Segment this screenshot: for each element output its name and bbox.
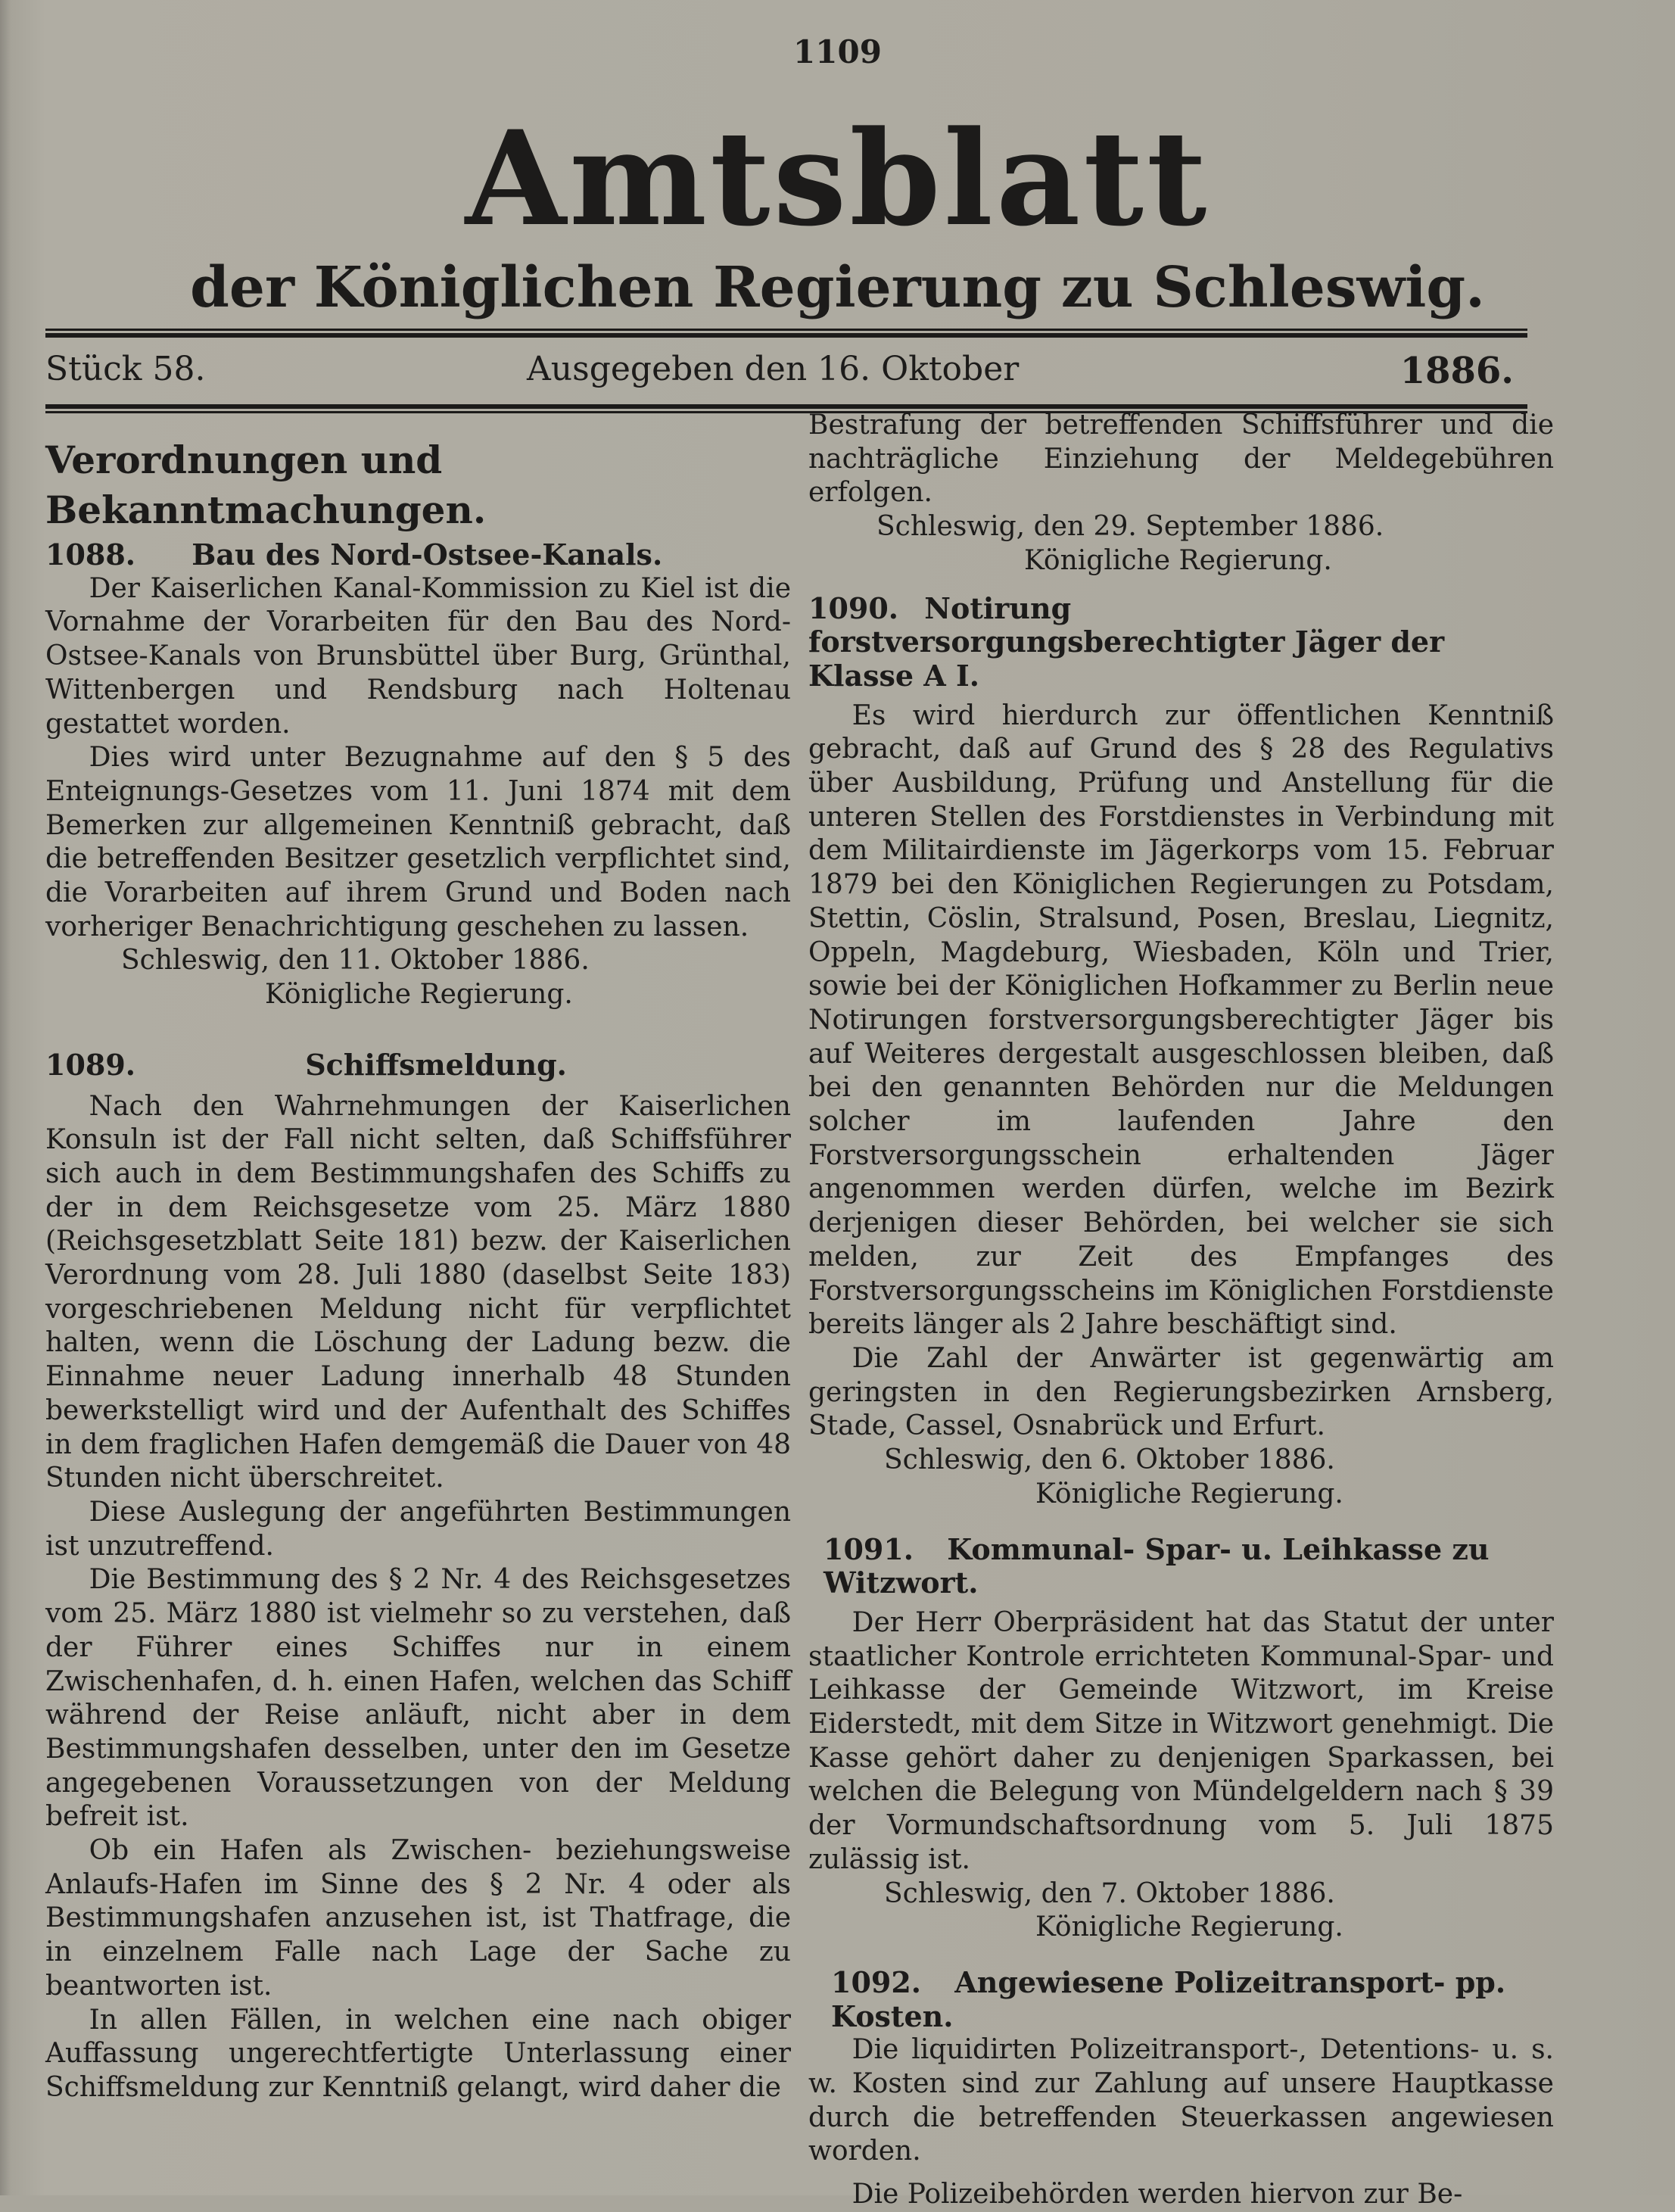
article-1089-para5: In allen Fällen, in welchen eine nach obiger Auffassung ungerechtfertigte Unterlassung einer Schiffsmeldung zur Kenntniß gelangt, wird daher die xyxy=(45,2004,791,2103)
page-number: 1109 xyxy=(793,33,882,70)
article-1088-title: Bau des Nord-Ostsee-Kanals. xyxy=(191,537,663,572)
article-1089-para4: Ob ein Hafen als Zwischen- beziehungsweise Anlaufs-Hafen im Sinne des § 2 Nr. 4 oder als Bestimmungshafen anzusehen ist, ist Thatfrage, die in einzelnem Falle nach Lage der Sache zu beantworten ist. xyxy=(45,1835,791,2002)
article-1092-para1: Die liquidirten Polizeitransport-, Detentions- u. s. w. Kosten sind zur Zahlung auf unsere Hauptkasse durch die betreffenden Steuerkassen angewiesen worden. xyxy=(808,2034,1554,2167)
article-1091-signature: Königliche Regierung. xyxy=(1035,1911,1343,1943)
section-title: Verordnungen und Bekanntmachungen. xyxy=(45,438,487,532)
article-1091-number: 1091. xyxy=(823,1531,914,1566)
article-1090-place-date: Schleswig, den 6. Oktober 1886. xyxy=(884,1444,1335,1476)
issue-line xyxy=(45,350,1514,395)
article-1091-para1: Der Herr Oberpräsident hat das Statut der unter staatlicher Kontrole errichteten Kommunal-Spar- und Leihkasse der Gemeinde Witzwort, im Kreise Eiderstedt, mit dem Sitze in Witzwort genehmigt. Die Kasse gehört daher zu denjenigen Sparkassen, bei welchen die Belegung von Mündelgeldern nach § 39 der Vormundschaftsordnung vom 5. Juli 1875 zulässig ist. xyxy=(808,1606,1554,1875)
issue-date: Ausgegeben den 16. Oktober xyxy=(527,350,1020,388)
left-column xyxy=(45,435,791,2105)
masthead-title: Amtsblatt xyxy=(465,101,1210,255)
article-1090-heading xyxy=(808,592,1554,693)
article-1091-heading xyxy=(808,1533,1554,1600)
article-1090-title: Notirung forstversorgungsberechtigter Jäger der Klasse A I. xyxy=(808,590,1445,693)
article-1088-para2: Dies wird unter Bezugnahme auf den § 5 des Enteignungs-Gesetzes vom 11. Juni 1874 mit dem Bemerken zur allgemeinen Kenntniß gebracht, daß die betreffenden Besitzer gesetzlich verpflichtet sind, die Vorarbeiten auf ihrem Grund und Boden nach vorheriger Benachrichtigung geschehen zu lassen. xyxy=(45,742,791,942)
issue-year: 1886. xyxy=(1399,350,1514,392)
right-column xyxy=(808,409,1554,2212)
article-1088-signature: Königliche Regierung. xyxy=(265,979,573,1011)
issue-number: Stück 58. xyxy=(45,350,206,388)
article-1088-heading xyxy=(45,538,791,572)
continued-signature: Königliche Regierung. xyxy=(1024,544,1332,576)
article-1089-number: 1089. xyxy=(45,1047,135,1082)
article-1089-para2: Diese Auslegung der angeführten Bestimmungen ist unzutreffend. xyxy=(45,1496,791,1562)
rule-top-thin xyxy=(45,329,1527,331)
article-1090-signature: Königliche Regierung. xyxy=(1035,1478,1343,1509)
article-1089-para3: Die Bestimmung des § 2 Nr. 4 des Reichsgesetzes vom 25. März 1880 ist vielmehr so zu verstehen, daß der Führer eines Schiffes nur in einem Zwischenhafen, d. h. einen Hafen, welchen das Schiff während der Reise anläuft, nicht aber in dem Bestimmungshafen desselben, unter den im Gesetze angegebenen Voraussetzungen von der Meldung befreit ist. xyxy=(45,1564,791,1833)
article-1092-heading xyxy=(808,1966,1554,2033)
article-1088-para1: Der Kaiserlichen Kanal-Kommission zu Kiel ist die Vornahme der Vorarbeiten für den Bau des Nord-Ostsee-Kanals von Brunsbüttel über Burg, Grünthal, Wittenbergen und Rendsburg nach Holtenau gestattet worden. xyxy=(45,572,791,740)
article-1091-place-date: Schleswig, den 7. Oktober 1886. xyxy=(884,1877,1335,1909)
article-1089-heading xyxy=(45,1048,791,1083)
article-1092-title: Angewiesene Polizeitransport- pp. Kosten. xyxy=(831,1964,1506,2033)
article-1089-para1: Nach den Wahrnehmungen der Kaiserlichen Konsuln ist der Fall nicht selten, daß Schiffsführer sich auch in dem Bestimmungshafen des Schiffs zu der in dem Reichsgesetze vom 25. März 1880 (Reichsgesetzblatt Seite 181) bezw. der Kaiserlichen Verordnung vom 28. Juli 1880 (daselbst Seite 183) vorgeschriebenen Meldung nicht für verpflichtet halten, wenn die Löschung der Ladung bezw. die Einnahme neuer Ladung innerhalb 48 Stunden bewerkstelligt wird und der Aufenthalt des Schiffes in dem fraglichen Hafen demgemäß die Dauer von 48 Stunden nicht überschreitet. xyxy=(45,1090,791,1494)
masthead-subtitle: der Königlichen Regierung zu Schleswig. xyxy=(190,255,1485,320)
article-1090-para2: Die Zahl der Anwärter ist gegenwärtig am geringsten in den Regierungsbezirken Arnsberg, Stade, Cassel, Osnabrück und Erfurt. xyxy=(808,1342,1554,1442)
continued-text: Bestrafung der betreffenden Schiffsführer und die nachträgliche Einziehung der Meldegebühren erfolgen. xyxy=(808,410,1554,509)
continued-place-date: Schleswig, den 29. September 1886. xyxy=(876,511,1384,543)
article-1088-number: 1088. xyxy=(45,537,135,572)
article-1092-number: 1092. xyxy=(831,1964,921,1999)
article-1092-para2: Die Polizeibehörden werden hiervon zur Be- xyxy=(852,2179,1463,2210)
article-1091-title: Kommunal- Spar- u. Leihkasse zu Witzwort. xyxy=(823,1531,1490,1600)
article-1090-number: 1090. xyxy=(808,590,898,625)
rule-top-thick xyxy=(45,333,1527,338)
article-1090-para1: Es wird hierdurch zur öffentlichen Kenntniß gebracht, daß auf Grund des § 28 des Regulativs über Ausbildung, Prüfung und Anstellung für die unteren Stellen des Forstdienstes in Verbindung mit dem Militairdienste im Jägerkorps vom 15. Februar 1879 bei den Königlichen Regierungen zu Potsdam, Stettin, Cöslin, Stralsund, Posen, Breslau, Liegnitz, Oppeln, Magdeburg, Wiesbaden, Köln und Trier, sowie bei der Königlichen Hofkammer zu Berlin neue Notirungen forstversorgungsberechtigter Jäger bis auf Weiteres dergestalt ausgeschlossen bleiben, daß bei den genannten Behörden nur die Meldungen solcher im laufenden Jahre den Forstversorgungsschein erhaltenden Jäger angenommen werden dürfen, welche im Bezirk derjenigen dieser Behörden, bei welcher sie sich melden, zur Zeit des Empfanges des Forstversorgungsscheins im Königlichen Forstdienste bereits länger als 2 Jahre beschäftigt sind. xyxy=(808,699,1554,1341)
article-1089-title: Schiffsmeldung. xyxy=(305,1047,567,1082)
article-1088-place-date: Schleswig, den 11. Oktober 1886. xyxy=(121,945,590,977)
